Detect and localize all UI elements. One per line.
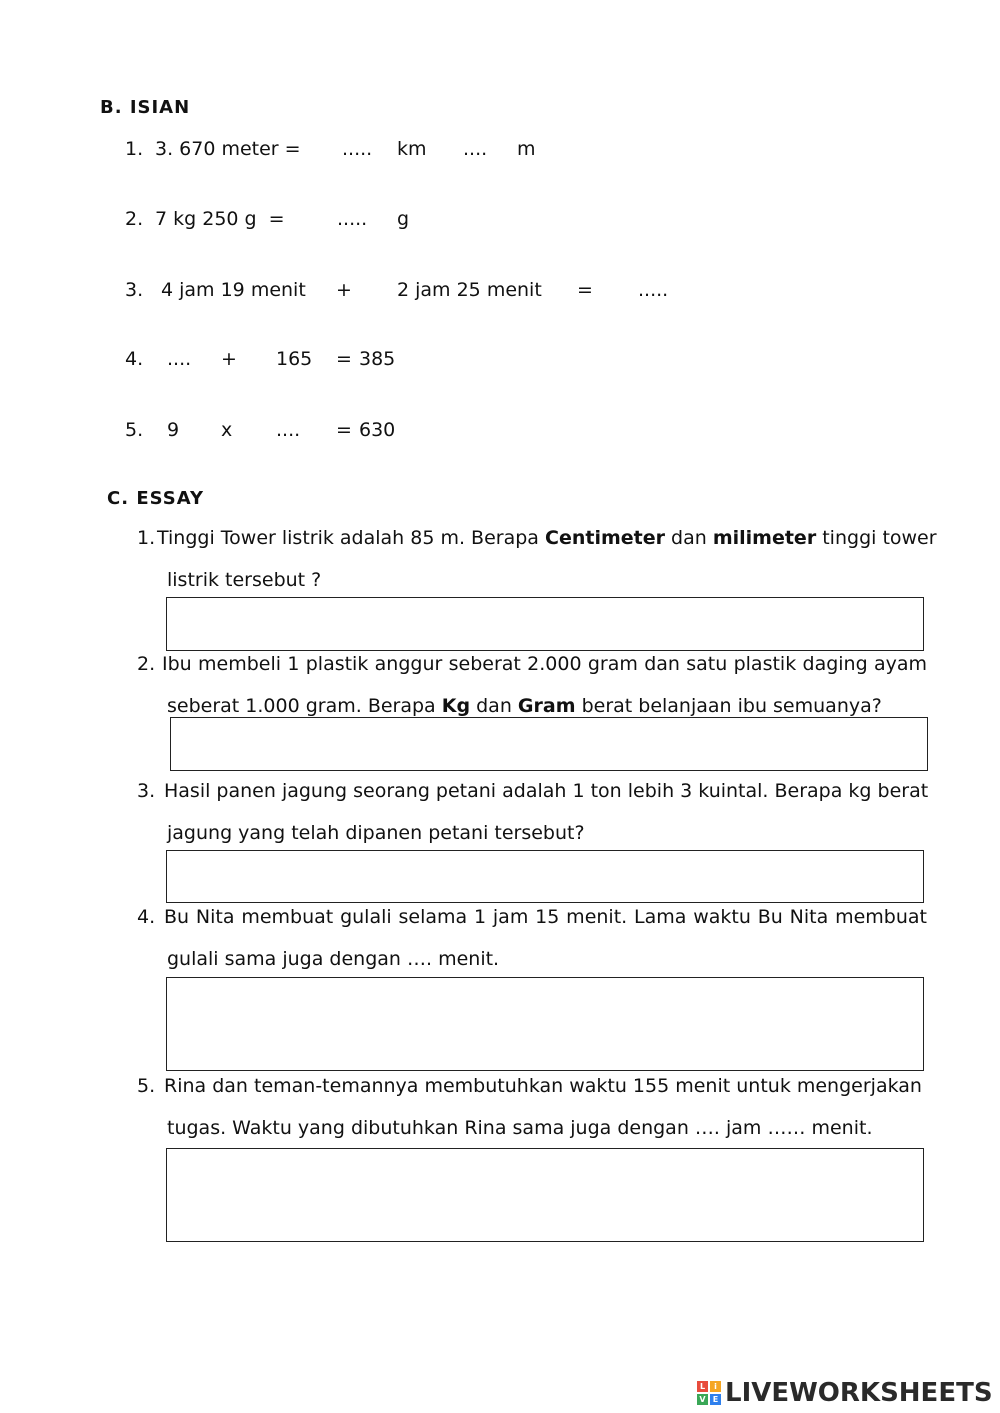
equals: = — [577, 279, 593, 301]
blank[interactable]: .... — [276, 419, 301, 441]
question-line: Hasil panen jagung seorang petani adalah 1 ton lebih 3 kuintal. Berapa kg berat — [164, 780, 929, 802]
question-line — [157, 527, 937, 549]
item-number: 4. — [125, 348, 144, 370]
question-line — [167, 695, 882, 717]
question-line: Bu Nita membuat gulali selama 1 jam 15 menit. Lama waktu Bu Nita membuat — [164, 906, 927, 928]
question-number: 1. — [137, 527, 156, 549]
unit: g — [397, 208, 410, 230]
item-number: 5. — [125, 419, 144, 441]
section-b-title: B. ISIAN — [100, 97, 191, 118]
answer-box-1[interactable] — [166, 597, 924, 651]
blank[interactable]: ..... — [638, 279, 669, 301]
section-c-title: C. ESSAY — [107, 488, 204, 509]
bold-term: Gram — [517, 695, 576, 717]
blank[interactable]: .... — [167, 348, 192, 370]
question-number: 5. — [137, 1075, 156, 1097]
item-number: 3. — [125, 279, 144, 301]
equals: = — [336, 348, 352, 370]
operator: + — [336, 279, 352, 301]
answer-box-2[interactable] — [170, 717, 928, 771]
question-number: 2. — [137, 653, 156, 675]
expression: 3. 670 meter = — [155, 138, 301, 160]
question-line: Rina dan teman-temannya membutuhkan waktu 155 menit untuk mengerjakan — [164, 1075, 922, 1097]
logo-letter: E — [710, 1394, 721, 1405]
unit: m — [517, 138, 536, 160]
bold-term: Kg — [441, 695, 471, 717]
equals: = — [336, 419, 352, 441]
blank[interactable]: ..... — [342, 138, 373, 160]
answer-box-4[interactable] — [166, 977, 924, 1071]
answer-box-3[interactable] — [166, 850, 924, 903]
blank[interactable]: ..... — [337, 208, 368, 230]
answer-box-5[interactable] — [166, 1148, 924, 1242]
result: 630 — [359, 419, 396, 441]
question-text: tinggi tower — [822, 527, 937, 549]
question-text: dan — [671, 527, 707, 549]
bold-term: Centimeter — [545, 527, 665, 549]
operand: 2 jam 25 menit — [397, 279, 542, 301]
unit: km — [397, 138, 427, 160]
question-line: jagung yang telah dipanen petani tersebut? — [167, 822, 585, 844]
question-text: dan — [476, 695, 512, 717]
item-number: 1. — [125, 138, 144, 160]
question-text: seberat 1.000 gram. Berapa — [167, 695, 436, 717]
operator: x — [221, 419, 233, 441]
logo-text: LIVEWORKSHEETS — [725, 1378, 993, 1408]
logo-letter: L — [697, 1381, 708, 1392]
item-number: 2. — [125, 208, 144, 230]
logo-letter: V — [697, 1394, 708, 1405]
question-number: 4. — [137, 906, 156, 928]
logo-letter: i — [710, 1381, 721, 1392]
logo-mark-icon — [697, 1381, 721, 1405]
blank[interactable]: .... — [463, 138, 488, 160]
bold-term: milimeter — [712, 527, 817, 549]
question-line: tugas. Waktu yang dibutuhkan Rina sama juga dengan …. jam …… menit. — [167, 1117, 873, 1139]
question-line: listrik tersebut ? — [167, 569, 322, 591]
question-line: Ibu membeli 1 plastik anggur seberat 2.000 gram dan satu plastik daging ayam — [162, 653, 927, 675]
liveworksheets-logo — [697, 1377, 993, 1409]
operand: 9 — [167, 419, 180, 441]
result: 385 — [359, 348, 396, 370]
expression: 7 kg 250 g = — [155, 208, 285, 230]
question-number: 3. — [137, 780, 156, 802]
operator: + — [221, 348, 237, 370]
question-text: Tinggi Tower listrik adalah 85 m. Berapa — [157, 527, 539, 549]
question-text: berat belanjaan ibu semuanya? — [581, 695, 882, 717]
operand: 4 jam 19 menit — [161, 279, 306, 301]
operand: 165 — [276, 348, 313, 370]
question-line: gulali sama juga dengan …. menit. — [167, 948, 500, 970]
